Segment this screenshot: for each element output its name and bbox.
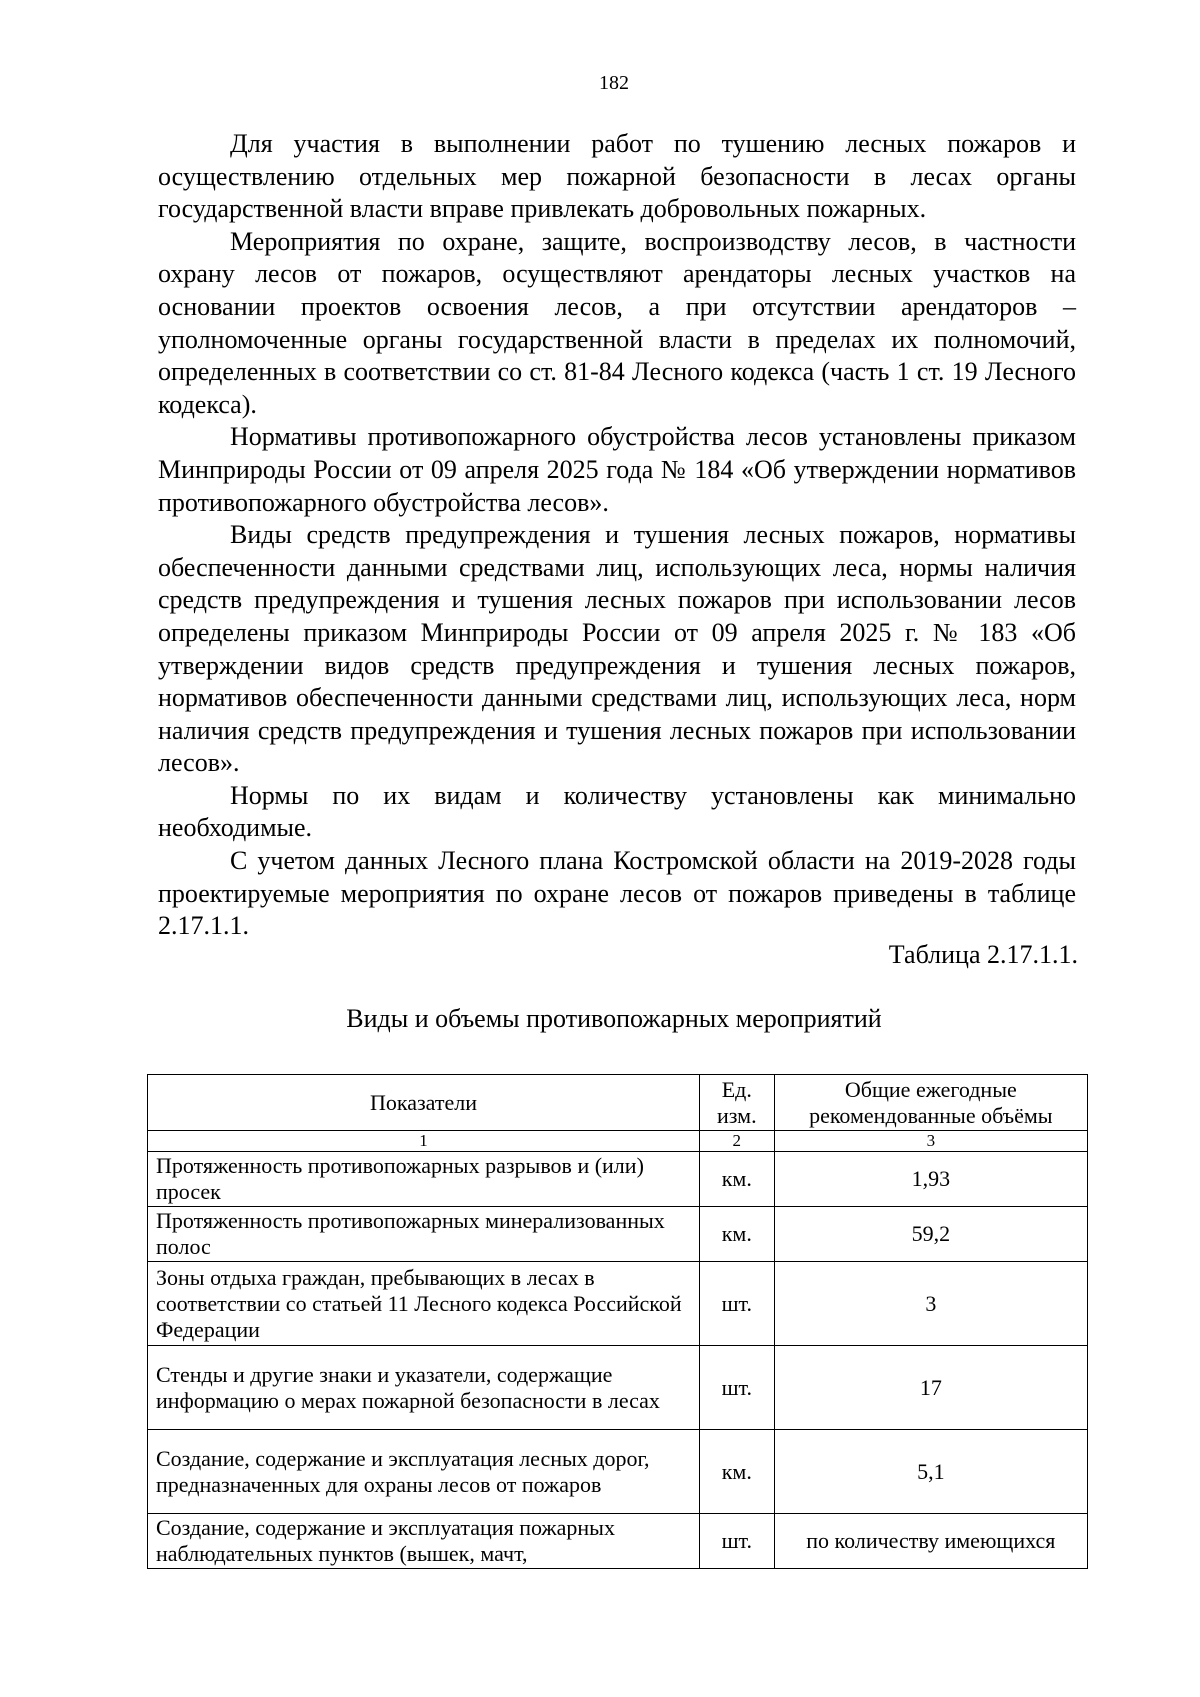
row-indicator: Создание, содержание и эксплуатация пожарных наблюдательных пунктов (вышек, мачт,: [148, 1514, 700, 1569]
row-indicator: Протяженность противопожарных минерализованных полос: [148, 1207, 700, 1262]
paragraph: Для участия в выполнении работ по тушению лесных пожаров и осуществлению отдельных мер пожарной безопасности в лесах органы государственной власти вправе привлекать добровольных пожарных.: [158, 129, 1076, 224]
row-value: 5,1: [774, 1430, 1087, 1514]
table-row: [148, 1152, 1088, 1207]
row-unit: км.: [699, 1152, 774, 1207]
row-value: 3: [774, 1262, 1087, 1346]
table-row: [148, 1262, 1088, 1346]
header-unit: Ед. изм.: [699, 1075, 774, 1131]
paragraph: Мероприятия по охране, защите, воспроизводству лесов, в частности охрану лесов от пожаров, осуществляют арендаторы лесных участков на основании проектов освоения лесов, а при отсутствии арендаторов – уполномоченные органы государственной власти в пределах их полномочий, определенных в соответствии со ст. 81-84 Лесного кодекса (часть 1 ст. 19 Лесного кодекса).: [158, 226, 1076, 419]
fire-measures-table: [147, 1074, 1088, 1569]
table-label: Таблица 2.17.1.1.: [888, 940, 1078, 969]
body-text: [158, 128, 1076, 943]
row-indicator: Зоны отдыха граждан, пребывающих в лесах в соответствии со статьей 11 Лесного кодекса Российской Федерации: [148, 1262, 700, 1346]
paragraph: С учетом данных Лесного плана Костромской области на 2019-2028 годы проектируемые мероприятия по охране лесов от пожаров приведены в таблице 2.17.1.1.: [158, 846, 1076, 941]
column-numbers-row: [148, 1131, 1088, 1152]
row-unit: шт.: [699, 1262, 774, 1346]
page-number: 182: [599, 72, 629, 94]
header-indicators: Показатели: [148, 1075, 700, 1131]
row-indicator: Протяженность противопожарных разрывов и (или) просек: [148, 1152, 700, 1207]
row-unit: км.: [699, 1430, 774, 1514]
table-header-row: [148, 1075, 1088, 1131]
table-row: [148, 1430, 1088, 1514]
table-row: [148, 1207, 1088, 1262]
row-value: по количеству имеющихся: [774, 1514, 1087, 1569]
table-row: [148, 1514, 1088, 1569]
row-value: 17: [774, 1346, 1087, 1430]
row-unit: км.: [699, 1207, 774, 1262]
paragraph: Нормативы противопожарного обустройства лесов установлены приказом Минприроды России от 09 апреля 2025 года № 184 «Об утверждении нормативов противопожарного обустройства лесов».: [158, 422, 1076, 517]
row-unit: шт.: [699, 1514, 774, 1569]
paragraph: Виды средств предупреждения и тушения лесных пожаров, нормативы обеспеченности данными средствами лиц, использующих леса, нормы наличия средств предупреждения и тушения лесных пожаров при использовании лесов определены приказом Минприроды России от 09 апреля 2025 г. № 183 «Об утверждении видов средств предупреждения и тушения лесных пожаров, нормативов обеспеченности данными средствами лиц, использующих леса, норм наличия средств предупреждения и тушения лесных пожаров при использовании лесов».: [158, 520, 1076, 778]
header-volume: Общие ежегодные рекомендованные объёмы: [774, 1075, 1087, 1131]
column-number: 3: [774, 1131, 1087, 1152]
column-number: 2: [699, 1131, 774, 1152]
row-unit: шт.: [699, 1346, 774, 1430]
column-number: 1: [148, 1131, 700, 1152]
row-value: 1,93: [774, 1152, 1087, 1207]
table-row: [148, 1346, 1088, 1430]
paragraph: Нормы по их видам и количеству установлены как минимально необходимые.: [158, 780, 1076, 843]
table-title: Виды и объемы противопожарных мероприятий: [346, 1004, 882, 1033]
row-indicator: Стенды и другие знаки и указатели, содержащие информацию о мерах пожарной безопасности в лесах: [148, 1346, 700, 1430]
row-value: 59,2: [774, 1207, 1087, 1262]
row-indicator: Создание, содержание и эксплуатация лесных дорог, предназначенных для охраны лесов от пожаров: [148, 1430, 700, 1514]
